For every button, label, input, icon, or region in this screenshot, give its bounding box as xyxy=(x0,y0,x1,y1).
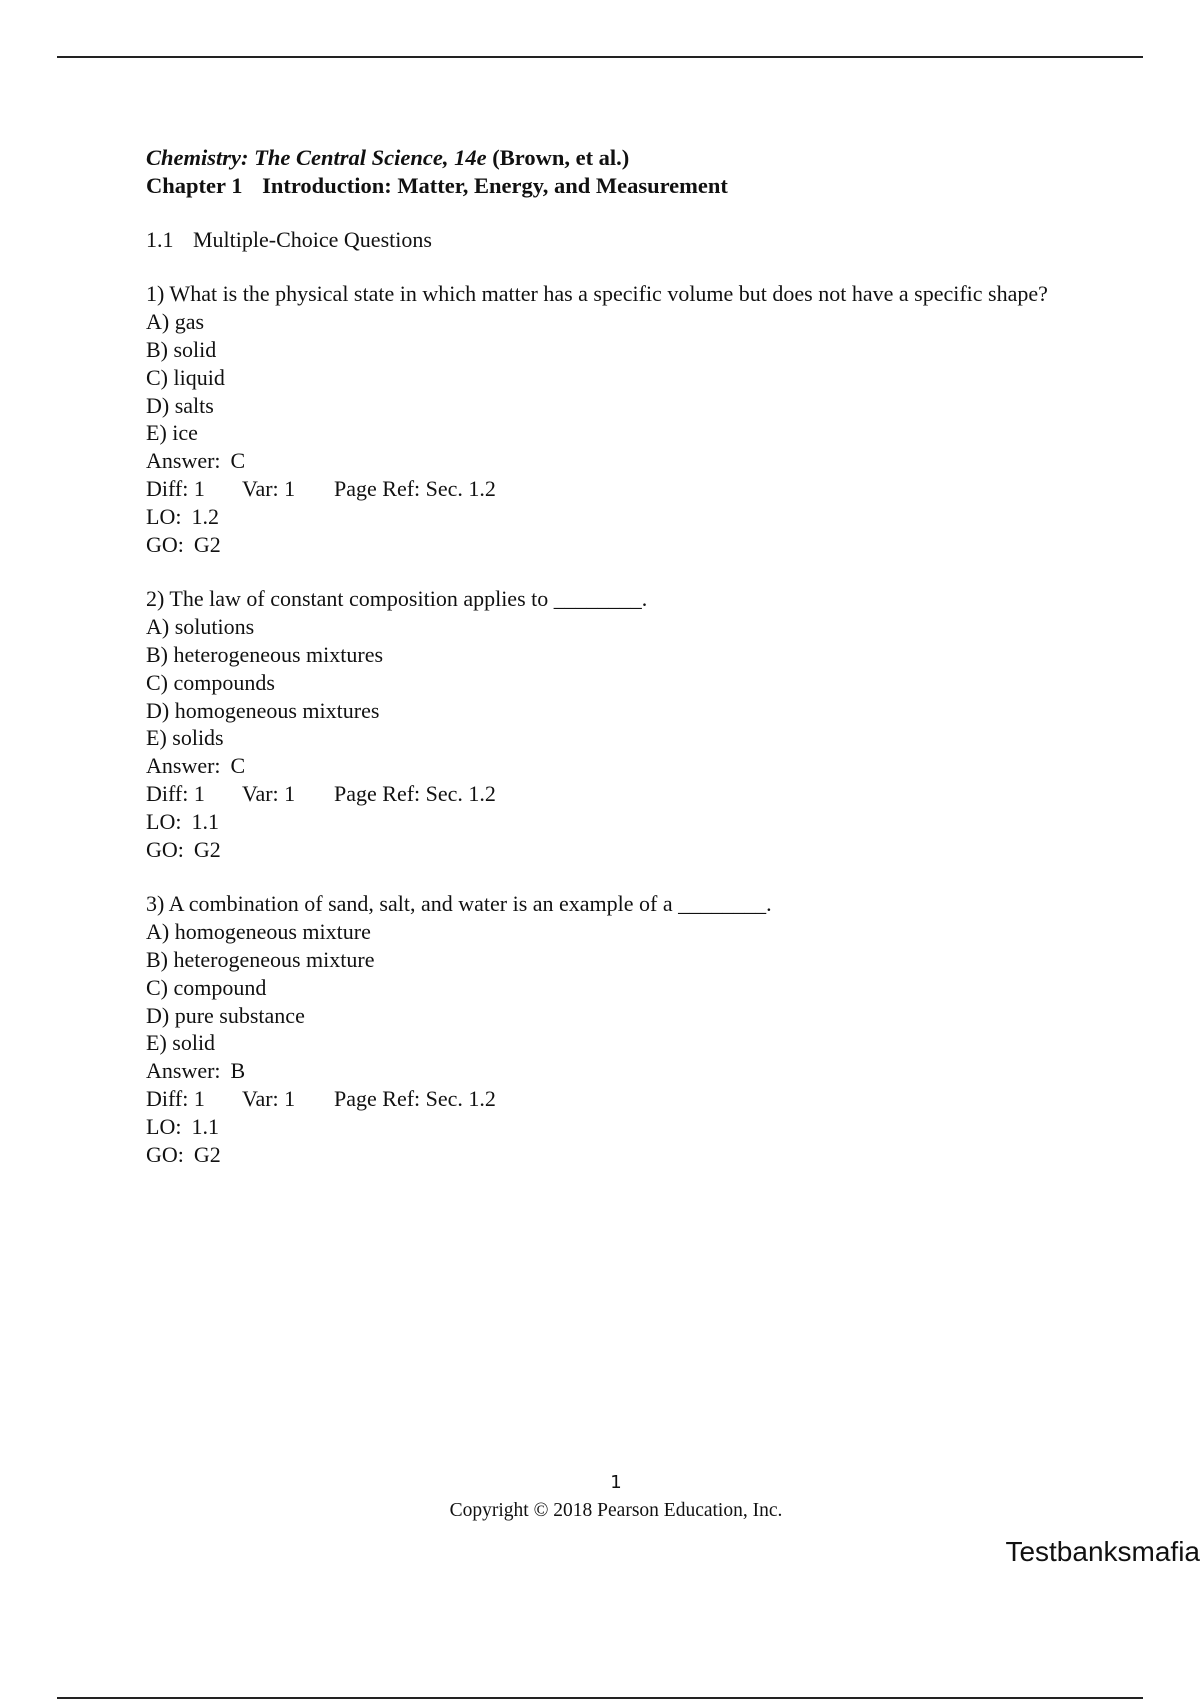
answer-label: Answer: xyxy=(146,753,221,779)
choice-b: B) solid xyxy=(146,336,217,362)
question-text: 2) The law of constant composition applies to ________. xyxy=(146,586,648,612)
question-1 xyxy=(146,280,1086,558)
top-rule xyxy=(57,56,1143,58)
lo-label: LO: xyxy=(146,1113,182,1139)
difficulty-line xyxy=(146,1085,1086,1113)
chapter-title: Introduction: Matter, Energy, and Measurement xyxy=(262,172,728,198)
answer-value: C xyxy=(230,753,246,779)
choice-e: E) solids xyxy=(146,725,224,751)
lo-value: 1.1 xyxy=(191,1113,219,1139)
lo-value: 1.1 xyxy=(191,808,219,834)
difficulty-line xyxy=(146,780,1086,808)
page-ref: Page Ref: Sec. 1.2 xyxy=(334,1085,496,1111)
document-body xyxy=(146,144,1086,1168)
question-text: 3) A combination of sand, salt, and water is an example of a ________. xyxy=(146,891,772,917)
variation: Var: 1 xyxy=(242,1085,296,1111)
go-value: G2 xyxy=(193,836,221,862)
page-number: 1 xyxy=(610,1472,622,1493)
choice-c: C) liquid xyxy=(146,364,225,390)
book-header xyxy=(146,144,1086,172)
go-value: G2 xyxy=(193,531,221,557)
go-label: GO: xyxy=(146,836,184,862)
question-2 xyxy=(146,585,1086,863)
book-authors: (Brown, et al.) xyxy=(492,145,630,170)
answer-value: B xyxy=(230,1058,246,1084)
answer-line xyxy=(146,1057,1086,1085)
question-text: 1) What is the physical state in which matter has a specific volume but does not have a specific shape? xyxy=(146,281,1048,307)
choice-c: C) compounds xyxy=(146,669,275,695)
answer-label: Answer: xyxy=(146,448,221,474)
page-ref: Page Ref: Sec. 1.2 xyxy=(334,475,496,501)
difficulty: Diff: 1 xyxy=(146,1085,205,1111)
go-line xyxy=(146,836,1086,864)
difficulty: Diff: 1 xyxy=(146,780,205,806)
watermark-text: Testbanksmafia xyxy=(1005,1536,1200,1567)
page-ref: Page Ref: Sec. 1.2 xyxy=(334,780,496,806)
choice-d: D) salts xyxy=(146,392,214,418)
choice-a: A) solutions xyxy=(146,614,255,640)
question-3 xyxy=(146,890,1086,1168)
choice-e: E) ice xyxy=(146,420,198,446)
lo-label: LO: xyxy=(146,808,182,834)
choice-d: D) pure substance xyxy=(146,1002,305,1028)
lo-line xyxy=(146,503,1086,531)
answer-line xyxy=(146,447,1086,475)
book-title: Chemistry: The Central Science, 14e xyxy=(146,145,487,170)
section-title: Multiple-Choice Questions xyxy=(193,226,432,252)
choice-a: A) gas xyxy=(146,309,205,335)
answer-label: Answer: xyxy=(146,1058,221,1084)
choice-a: A) homogeneous mixture xyxy=(146,919,371,945)
choice-e: E) solid xyxy=(146,1030,216,1056)
bottom-rule xyxy=(57,1697,1143,1699)
lo-line xyxy=(146,1113,1086,1141)
section-heading xyxy=(146,226,1086,254)
chapter-heading xyxy=(146,172,1086,200)
go-label: GO: xyxy=(146,1141,184,1167)
choice-b: B) heterogeneous mixture xyxy=(146,946,375,972)
section-number: 1.1 xyxy=(146,226,174,252)
go-line xyxy=(146,531,1086,559)
choice-c: C) compound xyxy=(146,974,267,1000)
answer-value: C xyxy=(230,448,246,474)
difficulty: Diff: 1 xyxy=(146,475,205,501)
lo-label: LO: xyxy=(146,503,182,529)
lo-value: 1.2 xyxy=(191,503,219,529)
answer-line xyxy=(146,752,1086,780)
choice-d: D) homogeneous mixtures xyxy=(146,697,380,723)
chapter-number: Chapter 1 xyxy=(146,172,243,198)
lo-line xyxy=(146,808,1086,836)
difficulty-line xyxy=(146,475,1086,503)
go-line xyxy=(146,1141,1086,1169)
go-label: GO: xyxy=(146,531,184,557)
choice-b: B) heterogeneous mixtures xyxy=(146,641,384,667)
go-value: G2 xyxy=(193,1141,221,1167)
variation: Var: 1 xyxy=(242,475,296,501)
variation: Var: 1 xyxy=(242,780,296,806)
copyright-notice: Copyright © 2018 Pearson Education, Inc. xyxy=(449,1500,783,1521)
